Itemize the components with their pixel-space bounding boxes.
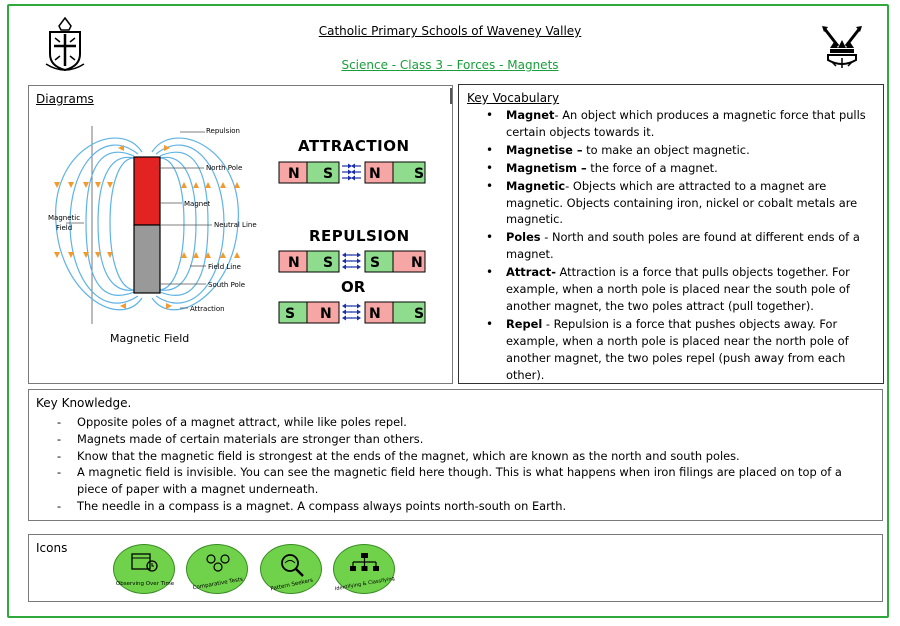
repulsion-row-2 xyxy=(279,302,425,323)
icons-heading: Icons xyxy=(36,541,68,555)
vocab-def: - An object which produces a magnetic force that pulls certain objects towards it. xyxy=(506,108,866,139)
svg-text:N: N xyxy=(369,306,381,322)
knowledge-item: - Opposite poles of a magnet attract, while like poles repel. xyxy=(57,415,407,429)
label-magnet: Magnet xyxy=(184,200,211,208)
pattern-seekers-badge xyxy=(260,544,322,594)
knowledge-list xyxy=(51,414,876,515)
pole-magnets-diagram xyxy=(278,160,428,326)
svg-text:S: S xyxy=(370,255,381,271)
figure-caption: Magnetic Field xyxy=(110,332,190,345)
subject-title: Science - Class 3 – Forces - Magnets xyxy=(341,58,559,72)
svg-text:N: N xyxy=(369,166,381,182)
vocab-term: Magnetism – xyxy=(506,160,587,175)
people-group-icon xyxy=(187,545,249,595)
knowledge-item: - The needle in a compass is a magnet. A compass always points north-south on Earth. xyxy=(57,498,567,513)
vocab-item: • Magnetic- Objects which are attracted to a magnet are magnetic. Objects containing iron, nickel or cobalt metals are magnetic. xyxy=(486,178,858,227)
label-magnetic: Magnetic xyxy=(48,214,81,222)
vocab-term: Magnetic xyxy=(506,178,566,193)
svg-text:S: S xyxy=(414,306,425,322)
hierarchy-icon xyxy=(334,545,396,595)
school-title: Catholic Primary Schools of Waveney Valley xyxy=(318,24,582,38)
label-field-line: Field Line xyxy=(208,263,241,271)
repulsion-title: REPULSION xyxy=(309,227,410,245)
calendar-icon xyxy=(114,545,176,595)
label-south-pole: South Pole xyxy=(208,281,246,289)
svg-text:S: S xyxy=(323,166,334,182)
vocab-term: Repel xyxy=(506,316,543,331)
vocab-term: Magnet xyxy=(506,108,555,122)
vocab-list xyxy=(471,107,876,385)
diagrams-heading: Diagrams xyxy=(36,92,94,106)
vocab-item: • Magnetise – to make an object magnetic. xyxy=(486,142,750,157)
label-field: Field xyxy=(56,224,73,232)
vocab-item: • Poles - North and south poles are found at different ends of a magnet. xyxy=(486,230,860,262)
vocab-item: • Attract- Attraction is a force that pulls objects together. For example, when a north pole is placed near the south pole of another magnet, the two poles attract (pull together). xyxy=(486,265,850,313)
vocab-def: - North and south poles are found at different ends of a magnet. xyxy=(506,230,860,262)
svg-text:Identifying & Classifying: Identifying & Classifying xyxy=(334,575,396,593)
vocab-term: Magnetise – xyxy=(506,142,583,157)
vocab-def: - Repulsion is a force that pushes objects away. For example, when a north pole is placed near the north pole of another magnet, the two poles repel (push away from each other). xyxy=(506,316,849,382)
svg-text:S: S xyxy=(323,255,334,271)
vocab-def: - Objects which are attracted to a magnet are magnetic. Objects containing iron, nickel or cobalt metals are magnetic. xyxy=(506,178,858,227)
vocab-term: Attract- xyxy=(506,265,556,280)
svg-text:S: S xyxy=(414,166,425,182)
svg-text:N: N xyxy=(288,166,300,182)
repulsion-row-1 xyxy=(279,251,425,272)
svg-text:N: N xyxy=(411,255,423,271)
or-label: OR xyxy=(341,278,366,296)
svg-text:N: N xyxy=(288,255,300,271)
magnifier-icon xyxy=(261,545,323,595)
knowledge-panel xyxy=(28,389,883,521)
vocab-heading: Key Vocabulary xyxy=(467,91,560,105)
attraction-row xyxy=(279,162,425,183)
knowledge-item: - Know that the magnetic field is strongest at the ends of the magnet, which are known as the north and south poles. xyxy=(57,448,740,463)
svg-text:Observing Over Time: Observing Over Time xyxy=(115,581,175,587)
vocab-def: the force of a magnet. xyxy=(586,160,718,175)
label-north-pole: North Pole xyxy=(206,164,243,172)
vocab-item: • Magnet- An object which produces a magnetic force that pulls certain objects towards it. xyxy=(486,108,866,139)
label-neutral-line: Neutral Line xyxy=(214,221,257,229)
knowledge-item: - Magnets made of certain materials are stronger than others. xyxy=(57,431,424,446)
identifying-classifying-badge xyxy=(333,544,395,594)
svg-text:Comparative Tests: Comparative Tests xyxy=(192,576,244,592)
svg-text:Pattern Seekers: Pattern Seekers xyxy=(269,577,314,593)
label-repulsion: Repulsion xyxy=(206,127,240,135)
label-attraction: Attraction xyxy=(190,305,225,313)
vocab-item: • Repel - Repulsion is a force that pushes objects away. For example, when a north pole is placed near the north pole of another magnet, the two poles repel (push away from each other). xyxy=(486,316,849,382)
svg-text:S: S xyxy=(285,306,296,322)
panel-divider xyxy=(450,88,452,104)
vocab-def: to make an object magnetic. xyxy=(582,142,750,157)
vocab-panel xyxy=(458,84,884,384)
svg-text:N: N xyxy=(320,306,332,322)
knowledge-item: - A magnetic field is invisible. You can see the magnetic field here though. This is what happens when iron filings are placed on top of a piece of paper with a magnet underneath. xyxy=(57,465,842,497)
comparative-tests-badge xyxy=(186,544,248,594)
observing-over-time-badge xyxy=(113,544,175,594)
knowledge-heading: Key Knowledge. xyxy=(36,396,132,410)
vocab-term: Poles xyxy=(506,230,541,245)
vocab-item: • Magnetism – the force of a magnet. xyxy=(486,160,718,175)
attraction-title: ATTRACTION xyxy=(298,137,410,155)
vocab-def: Attraction is a force that pulls objects together. For example, when a north pole is placed near the south pole of another magnet, the two poles attract (pull together). xyxy=(506,265,850,313)
